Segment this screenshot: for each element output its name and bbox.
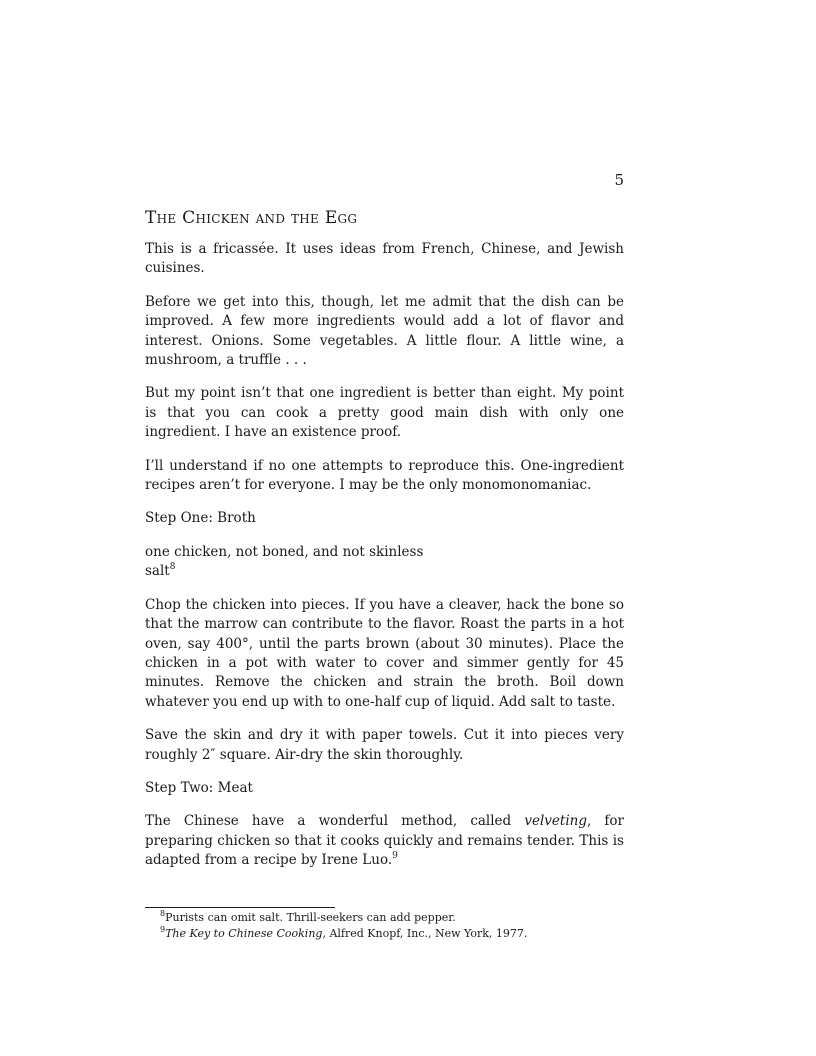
footnote-8-mark: 8 <box>160 909 166 918</box>
footnote-ref-9: 9 <box>392 851 398 862</box>
ingredient-salt <box>145 562 624 581</box>
footnote-9 <box>160 926 630 942</box>
footnote-9-book-title: The Key to Chinese Cooking <box>165 927 323 940</box>
step-one-heading: Step One: Broth <box>145 510 256 527</box>
section-title: The Chicken and the Egg <box>145 208 358 228</box>
ingredient-salt-text: salt <box>145 563 170 580</box>
footnote-9-text: , Alfred Knopf, Inc., New York, 1977. <box>322 927 528 940</box>
ingredient-chicken: one chicken, not boned, and not skinless <box>145 543 424 560</box>
paragraph-skin: Save the skin and dry it with paper towels. Cut it into pieces very roughly 2″ square. Air-dry the skin thoroughly. <box>145 727 624 763</box>
footnotes <box>160 910 630 942</box>
paragraph-velveting-end: , for preparing chicken so that it cooks quickly and remains tender. This is adapted from a recipe by Irene Luo. <box>145 813 624 869</box>
paragraph-intro: This is a fricassée. It uses ideas from French, Chinese, and Jewish cuisines. <box>145 241 624 277</box>
velveting-term: velveting <box>524 813 587 830</box>
footnote-8-text: Purists can omit salt. Thrill-seekers can add pepper. <box>165 911 456 924</box>
footnote-9-mark: 9 <box>160 925 166 934</box>
footnote-ref-8: 8 <box>169 562 176 573</box>
page-number: 5 <box>614 171 624 189</box>
paragraph-point: But my point isn’t that one ingredient is better than eight. My point is that you can cook a pretty good main dish with only one ingredient. I have an existence proof. <box>145 385 624 441</box>
paragraph-monomaniac: I’ll understand if no one attempts to reproduce this. One-ingredient recipes aren’t for everyone. I may be the only monomonomaniac. <box>145 457 624 494</box>
ingredient-list <box>145 543 624 582</box>
page-body <box>145 206 624 885</box>
paragraph-velveting-start: The Chinese have a wonderful method, called <box>145 813 525 830</box>
footnote-divider <box>145 907 335 908</box>
paragraph-improvements: Before we get into this, though, let me admit that the dish can be improved. A few more ingredients would add a lot of flavor and interest. Onions. Some vegetables. A little flour. A little wine, a mushroom, a truffle . . . <box>145 293 624 369</box>
footnote-8 <box>160 910 630 926</box>
paragraph-broth-method: Chop the chicken into pieces. If you have a cleaver, hack the bone so that the marrow can contribute to the flavor. Roast the parts in a hot oven, say 400°, until the parts brown (about 30 minutes). Place the chicken in a pot with water to cover and simmer gently for 45 minutes. Remove the chicken and strain the broth. Boil down whatever you end up with to one-half cup of liquid. Add salt to taste. <box>145 596 624 710</box>
paragraph-velveting <box>145 812 624 870</box>
step-two-heading: Step Two: Meat <box>145 779 253 796</box>
